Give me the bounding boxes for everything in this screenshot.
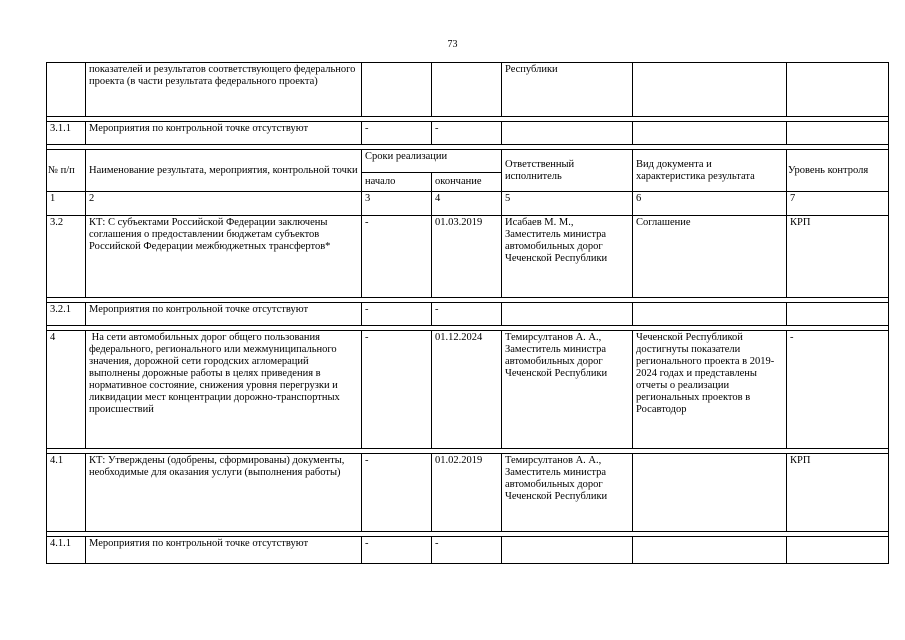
cell-start: - xyxy=(362,216,432,298)
cell-name: КТ: Утверждены (одобрены, сформированы) документы, необходимые для оказания услуги (выполнения работы) xyxy=(86,454,362,532)
table-row xyxy=(47,331,889,449)
cell-start: - xyxy=(362,537,432,564)
table-row xyxy=(47,537,889,564)
cell-start: - xyxy=(362,303,432,326)
cell-doc xyxy=(633,63,787,117)
cell-num: 3.1.1 xyxy=(47,122,86,145)
header-doc: Вид документа и характеристика результата xyxy=(633,150,787,192)
col-number-2: 2 xyxy=(86,192,362,216)
cell-level xyxy=(787,63,889,117)
cell-doc: Соглашение xyxy=(633,216,787,298)
cell-doc xyxy=(633,122,787,145)
header-start: начало xyxy=(362,173,432,192)
col-number-1: 1 xyxy=(47,192,86,216)
cell-name: Мероприятия по контрольной точке отсутствуют xyxy=(86,303,362,326)
cell-name: КТ: С субъектами Российской Федерации заключены соглашения о предоставлении бюджетам субъектов Российской Федерации межбюджетных трансфертов* xyxy=(86,216,362,298)
cell-name: Мероприятия по контрольной точке отсутствуют xyxy=(86,537,362,564)
cell-end xyxy=(432,63,502,117)
cell-start: - xyxy=(362,331,432,449)
header-end: окончание xyxy=(432,173,502,192)
cell-end: - xyxy=(432,122,502,145)
header-level: Уровень контроля xyxy=(787,150,889,192)
page-number: 73 xyxy=(447,39,458,50)
cell-level xyxy=(787,303,889,326)
header-executor: Ответственный исполнитель xyxy=(502,150,633,192)
cell-end: - xyxy=(432,303,502,326)
cell-level xyxy=(787,122,889,145)
cell-doc xyxy=(633,454,787,532)
cell-num: 4.1.1 xyxy=(47,537,86,564)
cell-num: 3.2.1 xyxy=(47,303,86,326)
table-header-row xyxy=(47,150,889,173)
cell-level: КРП xyxy=(787,454,889,532)
cell-doc: Чеченской Республикой достигнуты показатели регионального проекта в 2019-2024 годах и представлены отчеты о реализации региональных проектов в Росавтодор xyxy=(633,331,787,449)
col-number-6: 6 xyxy=(633,192,787,216)
cell-name: На сети автомобильных дорог общего пользования федерального, регионального или межмуниципального значения, дорожной сети городских агломераций выполнены дорожные работы в целях приведения в нормативное состояние, снижения уровня перегрузки и ликвидации мест концентрации дорожно-транспортных происшествий xyxy=(86,331,362,449)
cell-end: 01.02.2019 xyxy=(432,454,502,532)
cell-num: 4 xyxy=(47,331,86,449)
col-number-5: 5 xyxy=(502,192,633,216)
cell-name: Мероприятия по контрольной точке отсутствуют xyxy=(86,122,362,145)
cell-start: - xyxy=(362,454,432,532)
cell-executor: Республики xyxy=(502,63,633,117)
cell-doc xyxy=(633,537,787,564)
cell-start: - xyxy=(362,122,432,145)
table-row xyxy=(47,303,889,326)
header-name: Наименование результата, мероприятия, контрольной точки xyxy=(86,150,362,192)
col-number-7: 7 xyxy=(787,192,889,216)
cell-executor: Темирсултанов А. А., Заместитель министра автомобильных дорог Чеченской Республики xyxy=(502,331,633,449)
column-numbers-row xyxy=(47,192,889,216)
cell-level xyxy=(787,537,889,564)
table-row xyxy=(47,63,889,117)
cell-level: КРП xyxy=(787,216,889,298)
header-terms: Сроки реализации xyxy=(362,150,502,173)
cell-executor xyxy=(502,122,633,145)
cell-end: 01.12.2024 xyxy=(432,331,502,449)
control-points-table xyxy=(46,62,889,564)
col-number-3: 3 xyxy=(362,192,432,216)
cell-start xyxy=(362,63,432,117)
col-number-4: 4 xyxy=(432,192,502,216)
cell-num: 3.2 xyxy=(47,216,86,298)
cell-num xyxy=(47,63,86,117)
cell-end: 01.03.2019 xyxy=(432,216,502,298)
table-row xyxy=(47,454,889,532)
cell-num: 4.1 xyxy=(47,454,86,532)
cell-executor: Исабаев М. М., Заместитель министра автомобильных дорог Чеченской Республики xyxy=(502,216,633,298)
cell-executor xyxy=(502,537,633,564)
table-row xyxy=(47,122,889,145)
header-num: № п/п xyxy=(47,150,86,192)
cell-end: - xyxy=(432,537,502,564)
cell-executor xyxy=(502,303,633,326)
table-row xyxy=(47,216,889,298)
cell-executor: Темирсултанов А. А., Заместитель министра автомобильных дорог Чеченской Республики xyxy=(502,454,633,532)
cell-doc xyxy=(633,303,787,326)
cell-level: - xyxy=(787,331,889,449)
cell-name: показателей и результатов соответствующего федерального проекта (в части результата федерального проекта) xyxy=(86,63,362,117)
